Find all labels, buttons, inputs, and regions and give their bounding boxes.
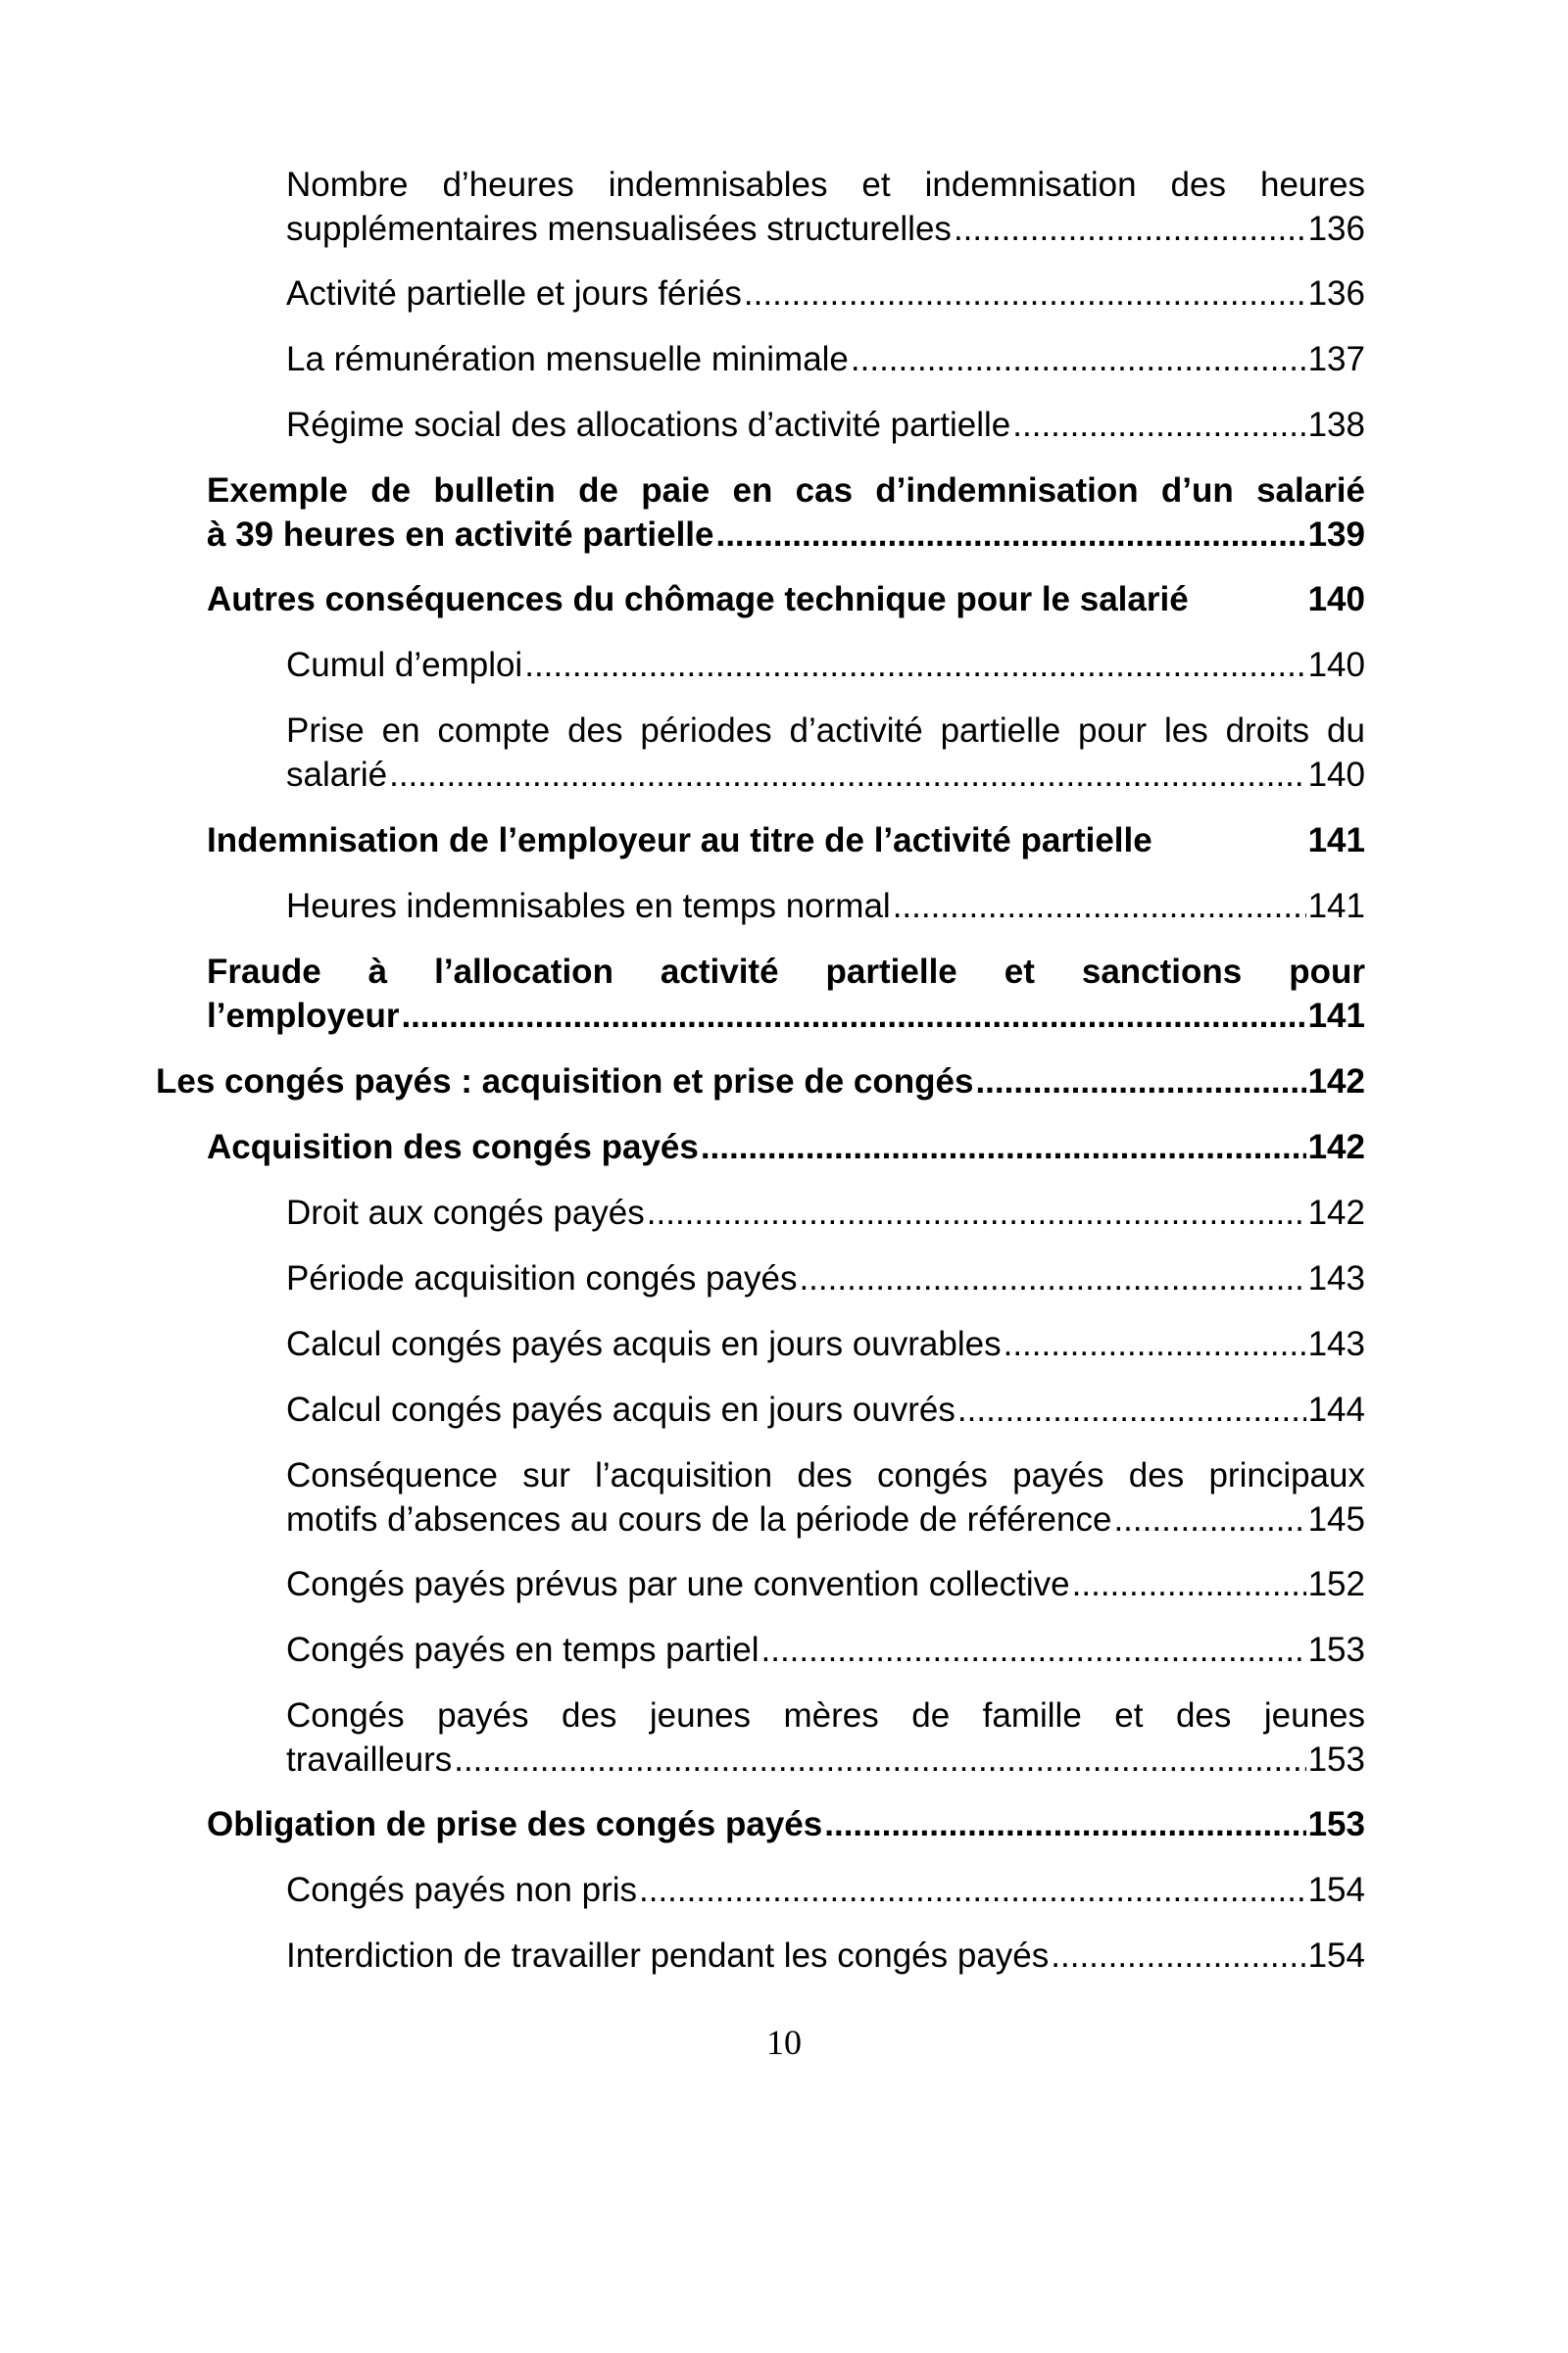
toc-entry-title-line: Prise en compte des périodes d’activité partielle pour les droits du [286,711,1365,750]
toc-entry-line [286,1628,1365,1672]
toc-entry-level-3[interactable] [286,163,1365,251]
toc-entry-level-3[interactable] [286,1322,1365,1366]
toc-entry-title: Calcul congés payés acquis en jours ouvrés [286,1391,956,1429]
toc-page-number: 140 [1307,580,1365,618]
page-number: 10 [766,2023,802,2062]
toc-entry-title: travailleurs [286,1740,453,1779]
toc-entry-line [286,1191,1365,1235]
toc-entry-title: Congés payés non pris [286,1871,637,1909]
toc-entry-level-3[interactable] [286,1191,1365,1235]
toc-entry-title: Cumul d’emploi [286,646,523,684]
toc-page-number: 142 [1307,1062,1365,1101]
dot-leader [824,1802,1305,1846]
dot-leader [715,513,1305,557]
toc-entry-title: Indemnisation de l’employeur au titre de l’activité partielle [207,821,1152,859]
toc-entry-line [207,513,1365,557]
toc-page-number: 154 [1307,1871,1365,1909]
dot-leader [954,207,1306,251]
toc-page-number: 145 [1307,1500,1365,1539]
toc-entry-level-3[interactable] [286,709,1365,797]
dot-leader [1113,1497,1305,1542]
toc-entry-level-3[interactable] [286,271,1365,316]
toc-page-number: 140 [1307,756,1365,794]
toc-entry-line [286,884,1365,928]
toc-page-number: 142 [1307,1194,1365,1232]
toc-entry-title-line: Fraude à l’allocation activité partielle et sanctions pour [207,953,1365,991]
toc-entry-line [286,1562,1365,1606]
toc-entry-line [286,1868,1365,1912]
toc-entry-level-2[interactable] [207,1125,1365,1169]
toc-entry-line [207,818,1365,862]
toc-page-number: 141 [1307,887,1365,925]
toc-entry-line [286,207,1365,251]
toc-page-number: 153 [1307,1805,1365,1843]
toc-entry-level-3[interactable] [286,643,1365,687]
toc-entry-line [286,643,1365,687]
toc-entry-title: Calcul congés payés acquis en jours ouvrables [286,1325,1002,1363]
toc-entry-title: Acquisition des congés payés [207,1128,699,1166]
dot-leader [851,337,1306,381]
dot-leader [1012,403,1305,447]
toc-entry-line [286,1934,1365,1978]
toc-entry-level-2[interactable] [207,468,1365,557]
toc-entry-title: salarié [286,756,388,794]
dot-leader [454,1738,1305,1782]
dot-leader [401,994,1305,1038]
toc-entry-level-1[interactable] [156,1059,1365,1103]
toc-entry-title: Obligation de prise des congés payés [207,1805,823,1843]
toc-entry-title: Régime social des allocations d’activité partielle [286,406,1011,444]
toc-entry-line [207,1802,1365,1846]
toc-entry-line [286,337,1365,381]
toc-entry-line [286,271,1365,316]
toc-page-number: 137 [1307,340,1365,378]
toc-entry-level-3[interactable] [286,884,1365,928]
toc-entry-title: Congés payés en temps partiel [286,1631,760,1669]
toc-page-number: 154 [1307,1936,1365,1975]
toc-entry-level-3[interactable] [286,1562,1365,1606]
dot-leader [1072,1562,1306,1606]
dot-leader [524,643,1305,687]
dot-leader [701,1125,1306,1169]
toc-entry-title-line: Conséquence sur l’acquisition des congés payés des principaux [286,1456,1365,1495]
toc-entry-title: motifs d’absences au cours de la période de référence [286,1500,1112,1539]
toc-page-number: 136 [1307,210,1365,248]
toc-entry-line [286,1256,1365,1300]
toc-entry-level-3[interactable] [286,1388,1365,1432]
toc-page-number: 152 [1307,1565,1365,1603]
toc-entry-line [207,994,1365,1038]
toc-page-number: 140 [1307,646,1365,684]
dot-leader [639,1868,1306,1912]
toc-entry-title: à 39 heures en activité partielle [207,515,714,554]
dot-leader [975,1059,1305,1103]
toc-entry-title: Heures indemnisables en temps normal [286,887,891,925]
toc-entry-line [286,1738,1365,1782]
dot-leader [761,1628,1306,1672]
toc-entry-level-2[interactable] [207,1802,1365,1846]
toc-entry-line [286,1388,1365,1432]
dot-leader [1051,1934,1305,1978]
toc-page-number: 144 [1307,1391,1365,1429]
toc-entry-line [286,403,1365,447]
toc-page-number: 136 [1307,274,1365,313]
toc-entry-title-line: Congés payés des jeunes mères de famille et des jeunes [286,1696,1365,1735]
toc-entry-title: Activité partielle et jours fériés [286,274,742,313]
toc-entry-level-3[interactable] [286,1934,1365,1978]
toc-entry-title-line: Nombre d’heures indemnisables et indemnisation des heures [286,166,1365,204]
dot-leader [1004,1322,1306,1366]
toc-entry-level-3[interactable] [286,337,1365,381]
toc-entry-level-3[interactable] [286,1256,1365,1300]
toc-entry-level-3[interactable] [286,1693,1365,1782]
dot-leader [744,271,1306,316]
toc-page-number: 142 [1307,1128,1365,1166]
toc-entry-line [207,577,1365,621]
toc-entry-title: Autres conséquences du chômage technique pour le salarié [207,580,1189,618]
toc-page-number: 139 [1307,515,1365,554]
toc-entry-line [156,1059,1365,1103]
toc-entry-title: l’employeur [207,997,400,1035]
dot-leader [957,1388,1306,1432]
toc-entry-level-3[interactable] [286,1628,1365,1672]
toc-entry-line [286,753,1365,797]
toc-entry-level-2[interactable] [207,950,1365,1038]
toc-page-number: 141 [1307,997,1365,1035]
toc-page-number: 141 [1307,821,1365,859]
toc-entry-title: Congés payés prévus par une convention collective [286,1565,1070,1603]
toc-page-number: 143 [1307,1325,1365,1363]
dot-leader [647,1191,1306,1235]
toc-entry-title: La rémunération mensuelle minimale [286,340,849,378]
toc-entry-level-3[interactable] [286,1453,1365,1542]
toc-entry-level-2[interactable] [207,577,1365,621]
toc-page-number: 153 [1307,1631,1365,1669]
toc-entry-title: supplémentaires mensualisées structurelles [286,210,952,248]
toc-entry-title: Interdiction de travailler pendant les congés payés [286,1936,1050,1975]
toc-page-number: 138 [1307,406,1365,444]
toc-entry-title: Droit aux congés payés [286,1194,645,1232]
toc-entry-level-3[interactable] [286,403,1365,447]
toc-entry-line [286,1497,1365,1542]
dot-leader [893,884,1306,928]
toc-page-number: 143 [1307,1259,1365,1298]
toc-entry-title-line: Exemple de bulletin de paie en cas d’indemnisation d’un salarié [207,471,1365,510]
toc-entry-title: Les congés payés : acquisition et prise de congés [156,1062,974,1101]
toc-entry-line [207,1125,1365,1169]
toc-entry-title: Période acquisition congés payés [286,1259,798,1298]
toc-entry-level-3[interactable] [286,1868,1365,1912]
dot-leader [799,1256,1305,1300]
toc-page-number: 153 [1307,1740,1365,1779]
toc-entry-line [286,1322,1365,1366]
toc-entry-level-2[interactable] [207,818,1365,862]
dot-leader [389,753,1305,797]
